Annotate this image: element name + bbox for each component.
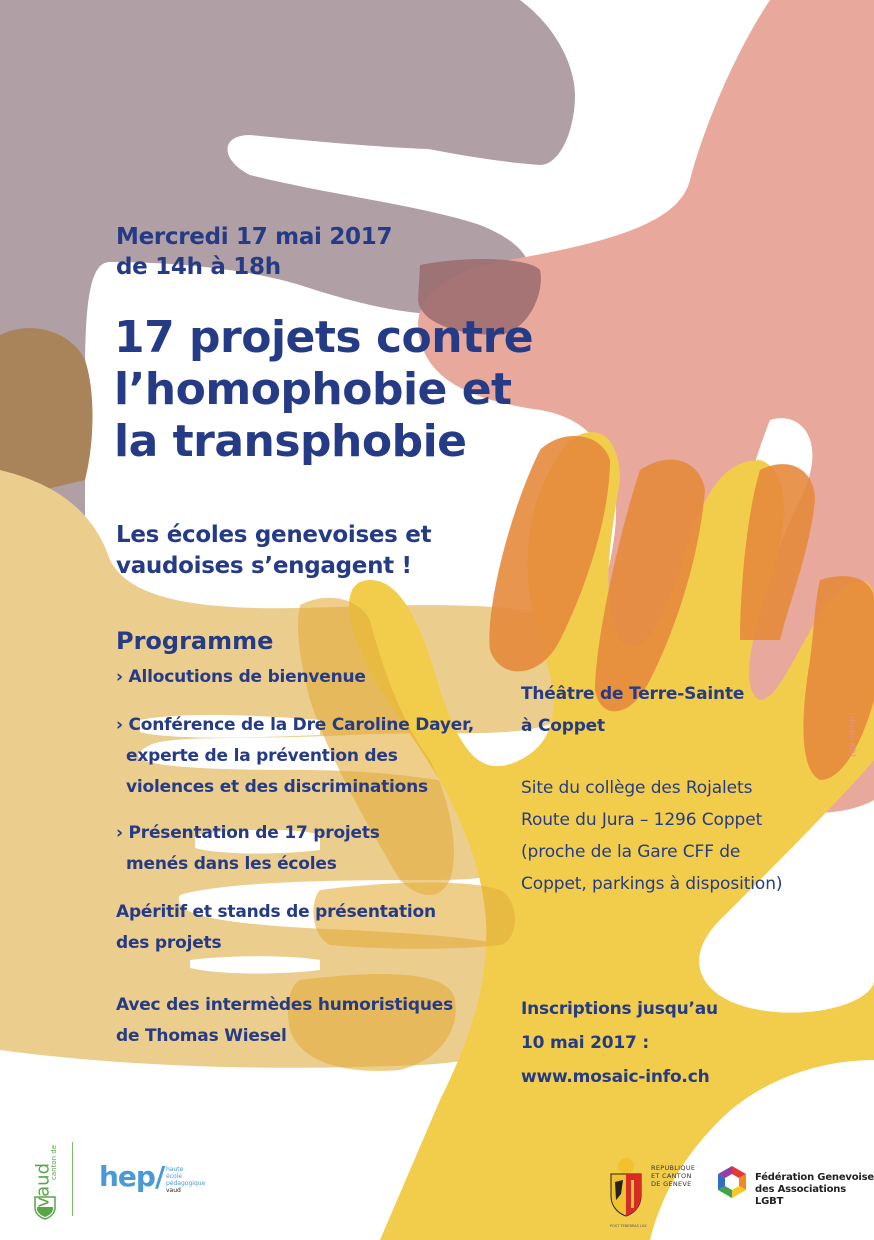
programme-line: Avec des intermèdes humoristiques [116, 995, 454, 1015]
programme-item-aperitif [116, 897, 436, 959]
programme-line: › Présentation de 17 projets [116, 823, 380, 843]
lgbt-federation-hexagon-icon [715, 1165, 749, 1199]
geneve-motto: POST TENEBRAS LUX [610, 1224, 647, 1228]
lgbt-line: Fédération Genevoise [755, 1172, 874, 1183]
studio-credit: [studio KO] [847, 712, 857, 757]
programme-item-humour [116, 990, 453, 1052]
poster-subtitle [116, 520, 431, 582]
programme-item-welcome [116, 662, 366, 693]
vaud-logo-text: vaud [32, 1162, 54, 1208]
hep-logo-mark: hep/ [99, 1160, 165, 1193]
event-date-time: de 14h à 18h [116, 254, 281, 280]
registration-deadline: 10 mai 2017 : [521, 1033, 649, 1053]
poster-title [114, 312, 533, 468]
programme-item-conference [116, 710, 474, 803]
vaud-shield-icon [34, 1196, 56, 1220]
geneve-line: DE GENEVE [651, 1180, 692, 1188]
programme-line: › Conférence de la Dre Caroline Dayer, [116, 715, 475, 735]
venue-line: Théâtre de Terre-Sainte [521, 684, 745, 704]
subtitle-line: vaudoises s’engagent ! [116, 553, 412, 579]
hep-logo-subtext [166, 1166, 205, 1194]
address-line: (proche de la Gare CFF de [521, 842, 741, 862]
address-line: Site du collège des Rojalets [521, 778, 753, 798]
hep-sub-line: école [166, 1173, 183, 1180]
programme-line: des projets [116, 933, 222, 953]
canton-vaud-logo [28, 1140, 62, 1220]
address-line: Coppet, parkings à disposition) [521, 874, 783, 894]
registration-info [521, 992, 718, 1094]
vaud-logo-small-text: canton de [50, 1144, 58, 1180]
event-date-day: Mercredi 17 mai 2017 [116, 224, 393, 250]
address-line: Route du Jura – 1296 Coppet [521, 810, 763, 830]
title-line: l’homophobie et [114, 364, 512, 415]
programme-line: › Allocutions de bienvenue [116, 667, 366, 687]
venue-line: à Coppet [521, 716, 605, 736]
event-date [116, 222, 392, 282]
geneve-logo-text [651, 1164, 695, 1188]
programme-line: Apéritif et stands de présentation [116, 902, 436, 922]
geneve-crest-icon [608, 1156, 644, 1222]
hep-sub-line: pédagogique [166, 1180, 206, 1187]
logo-divider [72, 1142, 73, 1216]
programme-heading: Programme [116, 627, 274, 655]
title-line: la transphobie [114, 416, 467, 467]
programme-line: experte de la prévention des [126, 746, 398, 766]
programme-line: menés dans les écoles [126, 854, 337, 874]
hep-sub-line: haute [166, 1166, 184, 1173]
lgbt-line: des Associations LGBT [755, 1184, 846, 1207]
geneve-line: ET CANTON [651, 1172, 692, 1180]
registration-line: Inscriptions jusqu’au [521, 999, 718, 1019]
hep-sub-line: vaud [166, 1187, 181, 1194]
programme-line: violences et des discriminations [126, 777, 428, 797]
subtitle-line: Les écoles genevoises et [116, 522, 432, 548]
programme-line: de Thomas Wiesel [116, 1026, 287, 1046]
lgbt-federation-text [755, 1172, 874, 1208]
geneve-line: REPUBLIQUE [651, 1164, 696, 1172]
programme-item-projects [116, 818, 380, 880]
title-line: 17 projets contre [114, 312, 534, 363]
venue-address [521, 772, 782, 900]
venue-name [521, 678, 744, 742]
registration-url[interactable]: www.mosaic-info.ch [521, 1067, 710, 1087]
